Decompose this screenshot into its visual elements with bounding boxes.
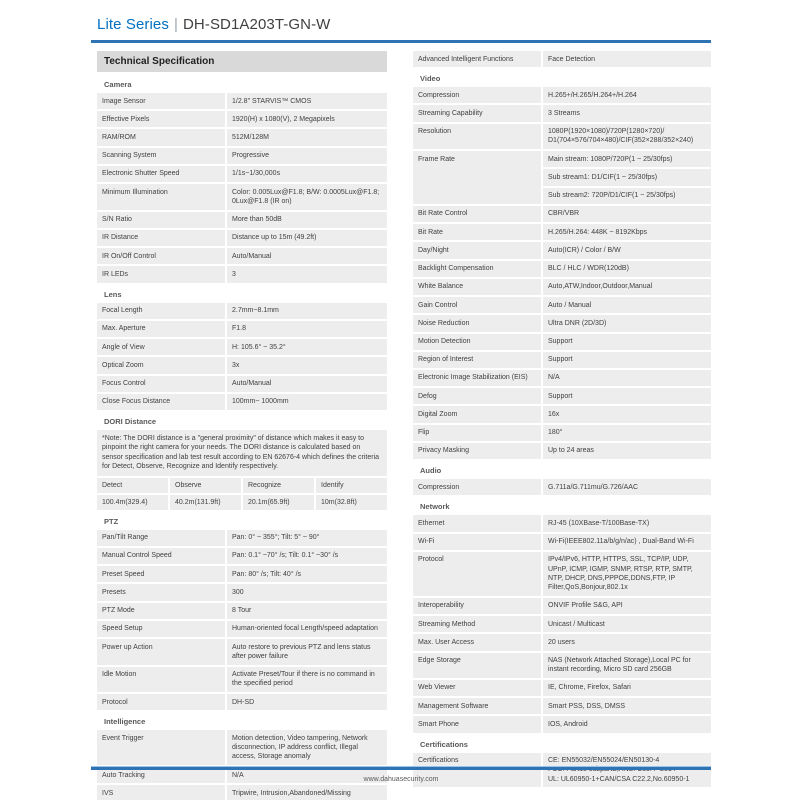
spec-value: H: 105.6° ~ 35.2° <box>227 339 387 355</box>
spec-row <box>413 105 711 121</box>
spec-value: Face Detection <box>543 51 711 67</box>
spec-row <box>413 51 711 67</box>
spec-value: Auto restore to previous PTZ and lens status after power failure <box>227 639 387 664</box>
spec-value: IE, Chrome, Firefox, Safari <box>543 680 711 696</box>
spec-label: RAM/ROM <box>97 129 225 145</box>
spec-row <box>413 242 711 258</box>
dori-value-cell: 100.4m(329.4) <box>97 495 168 510</box>
spec-value: Support <box>543 352 711 368</box>
dori-header-cell: Detect <box>97 478 168 493</box>
spec-label: IR Distance <box>97 230 225 246</box>
spec-row <box>413 224 711 240</box>
spec-label: White Balance <box>413 279 541 295</box>
spec-row <box>413 87 711 103</box>
spec-value: NAS (Network Attached Storage),Local PC for instant recording, Micro SD card 256GB <box>543 653 711 678</box>
spec-label: Digital Zoom <box>413 406 541 422</box>
spec-row <box>97 111 387 127</box>
spec-row <box>413 297 711 313</box>
header-separator: | <box>173 16 178 33</box>
technical-specification-header: Technical Specification <box>97 51 387 72</box>
spec-value: Auto / Manual <box>543 297 711 313</box>
spec-label: Web Viewer <box>413 680 541 696</box>
spec-row <box>97 248 387 264</box>
spec-value: H.265/H.264: 448K ~ 8192Kbps <box>543 224 711 240</box>
spec-row <box>97 184 387 209</box>
spec-row <box>413 680 711 696</box>
spec-columns <box>97 51 711 800</box>
spec-value: 20 users <box>543 634 711 650</box>
spec-value: Pan: 80° /s; Tilt: 40° /s <box>227 566 387 582</box>
spec-label: Management Software <box>413 698 541 714</box>
spec-label: Effective Pixels <box>97 111 225 127</box>
spec-row <box>413 334 711 350</box>
section-title-dori-distance: DORI Distance <box>104 416 157 426</box>
spec-row <box>413 124 711 149</box>
spec-label: Certifications <box>413 753 541 788</box>
spec-label: Region of Interest <box>413 352 541 368</box>
spec-label: Protocol <box>413 552 541 596</box>
spec-label: Focal Length <box>97 303 225 319</box>
spec-label: Streaming Capability <box>413 105 541 121</box>
spec-value: 300 <box>227 584 387 600</box>
spec-label: Scanning System <box>97 148 225 164</box>
spec-value: ONVIF Profile S&G, API <box>543 598 711 614</box>
spec-label: Power up Action <box>97 639 225 664</box>
spec-label: Auto Tracking <box>97 767 225 783</box>
spec-label: Idle Motion <box>97 667 225 692</box>
spec-row <box>413 443 711 459</box>
section-title-intelligence: Intelligence <box>104 717 146 727</box>
spec-label: Advanced Intelligent Functions <box>413 51 541 67</box>
spec-label: Speed Setup <box>97 621 225 637</box>
spec-value: More than 50dB <box>227 212 387 228</box>
spec-label: Interoperability <box>413 598 541 614</box>
model-number: DH-SD1A203T-GN-W <box>182 16 331 33</box>
spec-row <box>97 339 387 355</box>
value-line: UL: UL60950-1+CAN/CSA C22.2,No.60950-1 <box>548 775 690 783</box>
spec-label: Protocol <box>97 694 225 710</box>
spec-row <box>413 352 711 368</box>
spec-value: 100mm~ 1000mm <box>227 394 387 410</box>
spec-value: G.711a/G.711mu/G.726/AAC <box>543 479 711 495</box>
spec-label: Bit Rate Control <box>413 206 541 222</box>
spec-label: Optical Zoom <box>97 357 225 373</box>
series-label: Lite Series <box>97 16 169 33</box>
spec-label: Pan/Tilt Range <box>97 530 225 546</box>
dori-value-cell: 10m(32.8ft) <box>316 495 387 510</box>
spec-row <box>413 388 711 404</box>
spec-label: Max. User Access <box>413 634 541 650</box>
spec-value: Human-oriented focal Length/speed adaptation <box>227 621 387 637</box>
section-title-audio: Audio <box>420 466 442 476</box>
spec-label: Motion Detection <box>413 334 541 350</box>
section-title-certifications: Certifications <box>420 739 468 749</box>
spec-value: Distance up to 15m (49.2ft) <box>227 230 387 246</box>
spec-value: IPv4/IPv6, HTTP, HTTPS, SSL, TCP/IP, UDP, UPnP, ICMP, IGMP, SNMP, RTSP, RTP, SMTP, NTP, DHCP, DNS,PPPOE,DDNS,FTP, IP Filter,QoS,Bonjour,802.1x <box>543 552 711 596</box>
spec-label: IR On/Off Control <box>97 248 225 264</box>
spec-row <box>97 694 387 710</box>
spec-value: Auto,ATW,Indoor,Outdoor,Manual <box>543 279 711 295</box>
spec-row <box>97 603 387 619</box>
spec-row <box>413 315 711 331</box>
spec-value: Auto(ICR) / Color / B/W <box>543 242 711 258</box>
spec-label: Close Focus Distance <box>97 394 225 410</box>
spec-row <box>413 598 711 614</box>
spec-row <box>413 698 711 714</box>
spec-value: Smart PSS, DSS, DMSS <box>543 698 711 714</box>
spec-label: Bit Rate <box>413 224 541 240</box>
spec-row <box>97 166 387 182</box>
dori-header-cell: Recognize <box>243 478 314 493</box>
dori-value-cell: 40.2m(131.9ft) <box>170 495 241 510</box>
spec-row <box>413 406 711 422</box>
spec-row <box>97 566 387 582</box>
spec-row <box>97 357 387 373</box>
dori-value-cell: 20.1m(65.9ft) <box>243 495 314 510</box>
spec-label: Compression <box>413 87 541 103</box>
spec-value: Auto/Manual <box>227 376 387 392</box>
spec-row <box>413 479 711 495</box>
spec-label: Day/Night <box>413 242 541 258</box>
spec-row <box>413 616 711 632</box>
spec-value: 16x <box>543 406 711 422</box>
spec-value: Pan: 0.1° ~70° /s; Tilt: 0.1° ~30° /s <box>227 548 387 564</box>
spec-row <box>97 303 387 319</box>
spec-value: Tripwire, Intrusion,Abandoned/Missing <box>227 785 387 800</box>
footer-divider <box>91 766 711 770</box>
spec-value: 1/1s~1/30,000s <box>227 166 387 182</box>
spec-row <box>97 148 387 164</box>
spec-value: 512M/128M <box>227 129 387 145</box>
spec-value: 3 Streams <box>543 105 711 121</box>
spec-value: 180° <box>543 425 711 441</box>
spec-label: Focus Control <box>97 376 225 392</box>
spec-row <box>413 370 711 386</box>
spec-row <box>97 548 387 564</box>
spec-value: 1920(H) x 1080(V), 2 Megapixels <box>227 111 387 127</box>
spec-value: BLC / HLC / WDR(120dB) <box>543 261 711 277</box>
spec-label: Presets <box>97 584 225 600</box>
spec-label: Minimum Illumination <box>97 184 225 209</box>
spec-label: Preset Speed <box>97 566 225 582</box>
spec-label: Noise Reduction <box>413 315 541 331</box>
section-title-network: Network <box>420 502 450 512</box>
spec-label: Electronic Image Stabilization (EIS) <box>413 370 541 386</box>
spec-value: 3x <box>227 357 387 373</box>
spec-row <box>413 653 711 678</box>
spec-value: Auto/Manual <box>227 248 387 264</box>
spec-value: Sub stream2: 720P/D1/CIF(1 ~ 25/30fps) <box>543 188 711 204</box>
spec-value: 1080P(1920×1080)/720P(1280×720)/ D1(704×576/704×480)/CIF(352×288/352×240) <box>543 124 711 149</box>
spec-value: DH-SD <box>227 694 387 710</box>
spec-label: Flip <box>413 425 541 441</box>
spec-label: Resolution <box>413 124 541 149</box>
spec-value: Unicast / Multicast <box>543 616 711 632</box>
spec-row <box>97 667 387 692</box>
spec-row <box>97 584 387 600</box>
spec-row <box>413 515 711 531</box>
spec-row <box>97 530 387 546</box>
spec-row <box>97 212 387 228</box>
spec-label: Gain Control <box>413 297 541 313</box>
spec-row <box>97 266 387 282</box>
spec-label: PTZ Mode <box>97 603 225 619</box>
spec-value: Progressive <box>227 148 387 164</box>
spec-row <box>97 621 387 637</box>
footer-url: www.dahuasecurity.com <box>363 776 439 783</box>
left-sections <box>97 75 387 800</box>
spec-value: Color: 0.005Lux@F1.8; B/W: 0.0005Lux@F1.8; 0Lux@F1.8 (IR on) <box>227 184 387 209</box>
section-title-ptz: PTZ <box>104 516 119 526</box>
spec-label: Image Sensor <box>97 93 225 109</box>
spec-row <box>97 785 387 800</box>
spec-value: 2.7mm~8.1mm <box>227 303 387 319</box>
spec-row <box>97 93 387 109</box>
section-title-lens: Lens <box>104 289 122 299</box>
dori-header-cell: Identify <box>316 478 387 493</box>
spec-row <box>97 730 387 765</box>
section-title-video: Video <box>420 74 441 84</box>
spec-value: Main stream: 1080P/720P(1 ~ 25/30fps) <box>543 151 711 167</box>
dori-header-row <box>97 478 387 493</box>
footer <box>91 766 711 783</box>
spec-row <box>413 534 711 550</box>
spec-label: Frame Rate <box>413 151 541 204</box>
value-line: CE: EN55032/EN55024/EN50130-4 <box>548 757 660 765</box>
dori-note: *Note: The DORI distance is a "general proximity" of distance which makes it easy to pinpoint the right camera for your needs. The DORI distance is calculated based on sensor specification and lab test result according to EN 62676-4 which defines the criteria for Detect, Observe, Recognize and Identify respectively. <box>97 430 387 476</box>
spec-label: Defog <box>413 388 541 404</box>
spec-label: IVS <box>97 785 225 800</box>
spec-row <box>413 716 711 732</box>
spec-value: 8 Tour <box>227 603 387 619</box>
spec-label: Smart Phone <box>413 716 541 732</box>
spec-label: Privacy Masking <box>413 443 541 459</box>
spec-row <box>97 639 387 664</box>
spec-value: H.265+/H.265/H.264+/H.264 <box>543 87 711 103</box>
spec-label: Streaming Method <box>413 616 541 632</box>
spec-value: IOS, Android <box>543 716 711 732</box>
dori-header-cell: Observe <box>170 478 241 493</box>
spec-label: Manual Control Speed <box>97 548 225 564</box>
doc-header <box>97 16 712 33</box>
spec-label: Compression <box>413 479 541 495</box>
spec-value: N/A <box>543 370 711 386</box>
spec-value: N/A <box>227 767 387 783</box>
spec-value: Support <box>543 388 711 404</box>
header-divider <box>91 40 711 43</box>
spec-label: Edge Storage <box>413 653 541 678</box>
spec-value: F1.8 <box>227 321 387 337</box>
spec-row <box>413 151 711 204</box>
spec-label: Max. Aperture <box>97 321 225 337</box>
spec-label: Angle of View <box>97 339 225 355</box>
spec-label: Ethernet <box>413 515 541 531</box>
spec-value-stack <box>543 151 711 204</box>
spec-label: Event Trigger <box>97 730 225 765</box>
left-column <box>97 51 387 800</box>
spec-row <box>97 321 387 337</box>
dori-value-row <box>97 495 387 510</box>
spec-value: Up to 24 areas <box>543 443 711 459</box>
spec-row <box>97 129 387 145</box>
spec-value: Motion detection, Video tampering, Network disconnection, IP address conflict, Illegal access, Storage anomaly <box>227 730 387 765</box>
spec-value: Sub stream1: D1/CIF(1 ~ 25/30fps) <box>543 169 711 185</box>
spec-row <box>413 261 711 277</box>
spec-value: Activate Preset/Tour if there is no command in the specified period <box>227 667 387 692</box>
spec-label: Electronic Shutter Speed <box>97 166 225 182</box>
spec-value: Pan: 0° ~ 355°; Tilt: 5° ~ 90° <box>227 530 387 546</box>
spec-value: Wi-Fi(IEEE802.11a/b/g/n/ac) , Dual-Band Wi-Fi <box>543 534 711 550</box>
spec-row <box>413 634 711 650</box>
spec-row <box>413 552 711 596</box>
spec-value: 1/2.8" STARVIS™ CMOS <box>227 93 387 109</box>
spec-value: Support <box>543 334 711 350</box>
spec-label: IR LEDs <box>97 266 225 282</box>
spec-label: Wi-Fi <box>413 534 541 550</box>
spec-value: 3 <box>227 266 387 282</box>
spec-row <box>97 230 387 246</box>
spec-row <box>413 206 711 222</box>
spec-value: RJ-45 (10XBase-T/100Base-TX) <box>543 515 711 531</box>
section-title-camera: Camera <box>104 80 132 89</box>
spec-value: Ultra DNR (2D/3D) <box>543 315 711 331</box>
spec-label: Backlight Compensation <box>413 261 541 277</box>
spec-row <box>413 425 711 441</box>
spec-row <box>97 376 387 392</box>
spec-value: CBR/VBR <box>543 206 711 222</box>
spec-label: S/N Ratio <box>97 212 225 228</box>
spec-row <box>97 394 387 410</box>
spec-row <box>413 279 711 295</box>
right-column <box>413 51 711 789</box>
